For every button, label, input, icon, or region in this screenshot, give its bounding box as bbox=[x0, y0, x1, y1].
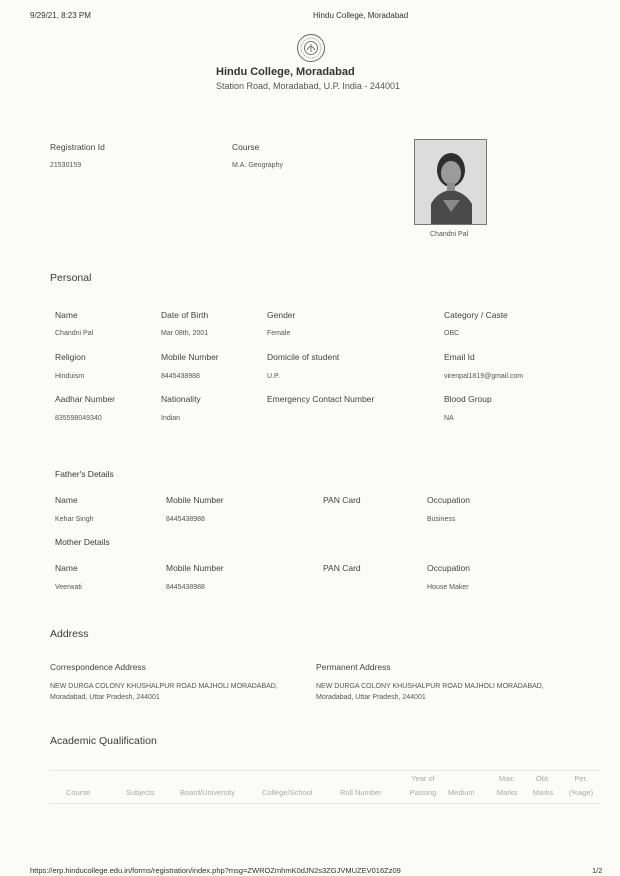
correspondence-address-label: Correspondence Address bbox=[50, 662, 146, 672]
email-value: virenpal1819@gmail.com bbox=[444, 373, 524, 380]
religion-value: Hinduism bbox=[55, 373, 85, 380]
category-value: OBC bbox=[444, 330, 460, 337]
col-year: Year of Passing bbox=[409, 774, 437, 797]
mobile-label: Mobile Number bbox=[161, 352, 219, 362]
father-mobile-label: Mobile Number bbox=[166, 495, 224, 505]
col-roll: Roll Number bbox=[340, 788, 382, 797]
college-name: Hindu College, Moradabad bbox=[216, 66, 355, 78]
mobile-value: 8445438988 bbox=[161, 373, 200, 380]
gender-label: Gender bbox=[267, 310, 296, 320]
permanent-address-label: Permanent Address bbox=[316, 662, 391, 672]
mother-heading: Mother Details bbox=[55, 537, 110, 547]
category-label: Category / Caste bbox=[444, 310, 508, 320]
dob-label: Date of Birth bbox=[161, 310, 209, 320]
father-heading: Father's Details bbox=[55, 469, 114, 479]
father-name-label: Name bbox=[55, 495, 78, 505]
print-datetime: 9/29/21, 8:23 PM bbox=[30, 11, 91, 20]
col-max-marks: Max. Marks bbox=[496, 774, 518, 797]
aadhar-label: Aadhar Number bbox=[55, 394, 116, 404]
print-title: Hindu College, Moradabad bbox=[313, 11, 409, 20]
nationality-label: Nationality bbox=[161, 394, 201, 404]
permanent-address-line2: Moradabad, Uttar Pradesh, 244001 bbox=[316, 694, 426, 701]
course-label: Course bbox=[232, 142, 260, 152]
mother-pan-label: PAN Card bbox=[323, 563, 361, 573]
father-occupation-value: Business bbox=[427, 516, 456, 523]
college-logo-icon bbox=[296, 33, 326, 63]
registration-id-value: 21530159 bbox=[50, 162, 82, 169]
name-label: Name bbox=[55, 310, 78, 320]
academic-table-header bbox=[50, 770, 600, 804]
mother-name-label: Name bbox=[55, 563, 78, 573]
nationality-value: Indian bbox=[161, 415, 181, 422]
address-heading: Address bbox=[50, 628, 89, 640]
col-subjects: Subjects bbox=[126, 788, 155, 797]
aadhar-value: 835598049340 bbox=[55, 415, 102, 422]
domicile-value: U.P. bbox=[267, 373, 280, 380]
father-pan-label: PAN Card bbox=[323, 495, 361, 505]
col-board: Board/University bbox=[180, 788, 236, 797]
blood-group-label: Blood Group bbox=[444, 394, 492, 404]
registration-id-label: Registration Id bbox=[50, 142, 105, 152]
religion-label: Religion bbox=[55, 352, 86, 362]
dob-value: Mar 08th, 2001 bbox=[161, 330, 209, 337]
col-percentage: Per. (%age) bbox=[568, 774, 594, 797]
col-medium: Medium bbox=[448, 788, 475, 797]
name-value: Chandni Pal bbox=[55, 330, 94, 337]
father-occupation-label: Occupation bbox=[427, 495, 470, 505]
correspondence-address-line2: Moradabad, Uttar Pradesh, 244001 bbox=[50, 694, 160, 701]
domicile-label: Domicile of student bbox=[267, 352, 340, 362]
mother-occupation-label: Occupation bbox=[427, 563, 470, 573]
print-footer-url[interactable]: https://erp.hinducollege.edu.in/forms/registration/index.php?msg=ZWROZmhmK0dJN2s3ZGJVMUZEV016Zz09 bbox=[30, 866, 401, 875]
personal-heading: Personal bbox=[50, 272, 92, 284]
permanent-address-line1: NEW DURGA COLONY KHUSHALPUR ROAD MAJHOLI MORADABAD, bbox=[316, 683, 544, 690]
print-footer-page: 1/2 bbox=[592, 866, 603, 875]
correspondence-address-line1: NEW DURGA COLONY KHUSHALPUR ROAD MAJHOLI MORADABAD, bbox=[50, 683, 278, 690]
photo-caption: Chandni Pal bbox=[430, 231, 469, 238]
mother-mobile-label: Mobile Number bbox=[166, 563, 224, 573]
mother-mobile-value: 8445438988 bbox=[166, 584, 205, 591]
col-obt-marks: Obt. Marks bbox=[532, 774, 554, 797]
gender-value: Female bbox=[267, 330, 291, 337]
mother-name-value: Veerwati bbox=[55, 584, 82, 591]
student-photo bbox=[414, 139, 487, 225]
course-value: M.A. Geography bbox=[232, 162, 283, 169]
col-course: Course bbox=[66, 788, 91, 797]
father-mobile-value: 8445438988 bbox=[166, 516, 205, 523]
mother-occupation-value: House Maker bbox=[427, 584, 469, 591]
email-label: Email Id bbox=[444, 352, 475, 362]
blood-group-value: NA bbox=[444, 415, 454, 422]
academic-heading: Academic Qualification bbox=[50, 735, 157, 747]
college-address: Station Road, Moradabad, U.P. India - 244001 bbox=[216, 81, 400, 91]
emergency-contact-label: Emergency Contact Number bbox=[267, 394, 375, 404]
father-name-value: Kehar Singh bbox=[55, 516, 94, 523]
col-college: College/School bbox=[262, 788, 313, 797]
